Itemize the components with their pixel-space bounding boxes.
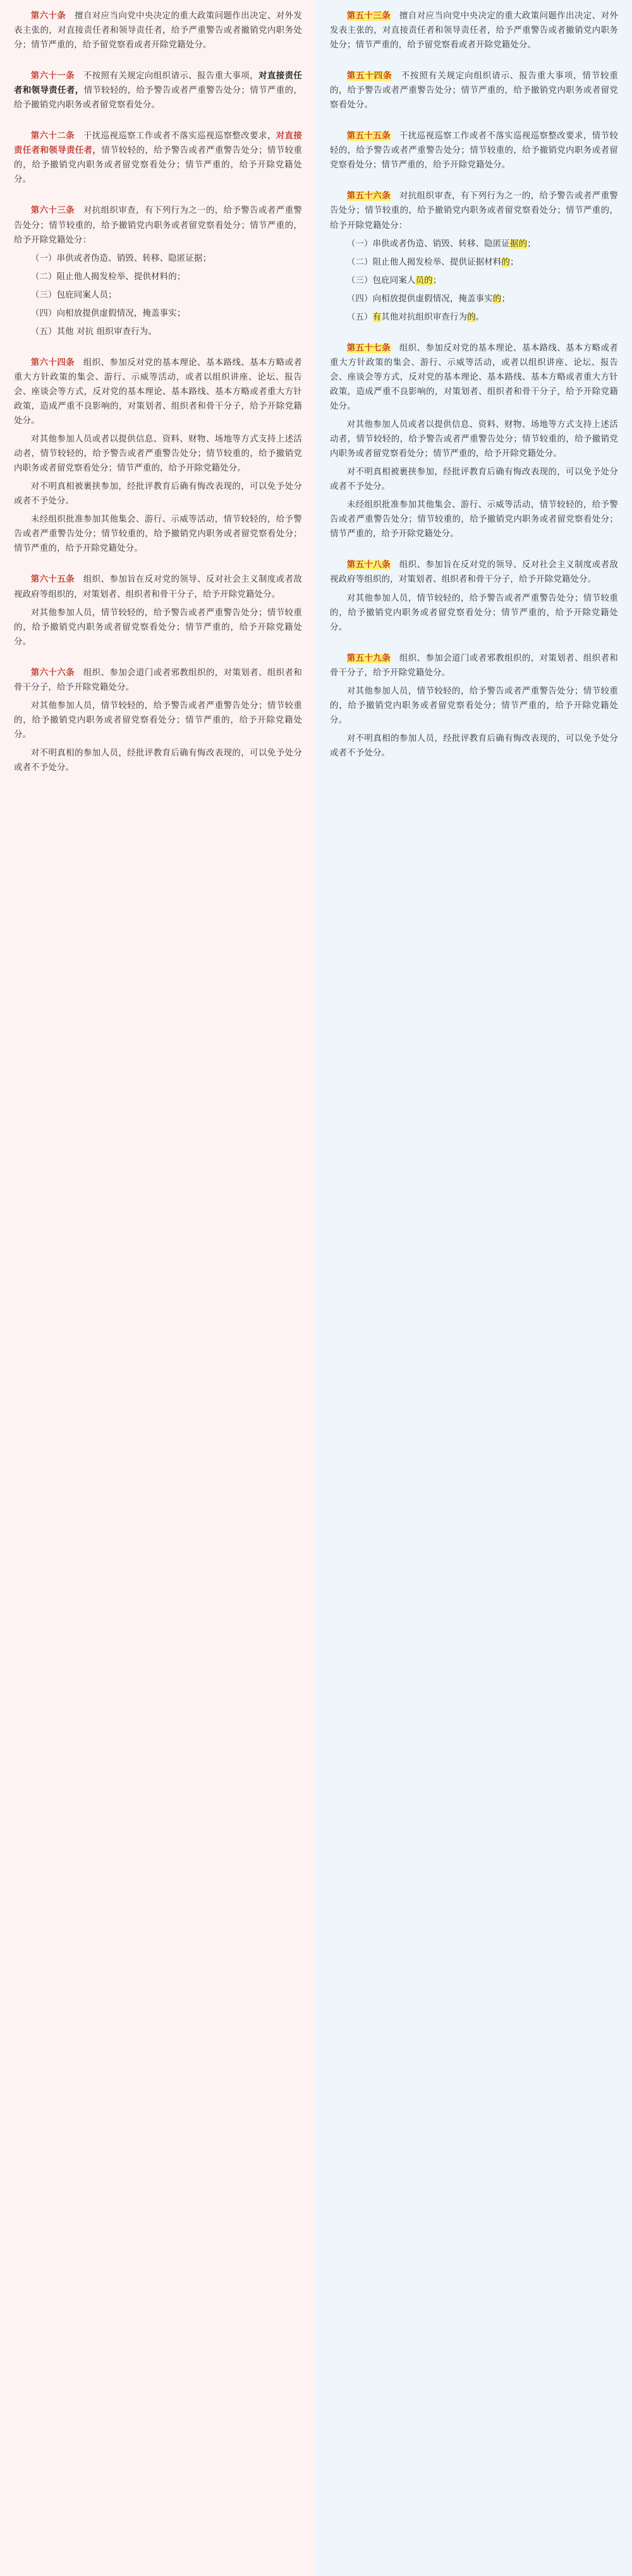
text-run: 对不明真相的参加人员，经批评教育后确有悔改表现的，可以免予处分或者不予处分。 xyxy=(330,733,618,758)
article-paragraph xyxy=(14,512,302,556)
article-lead-paragraph xyxy=(14,203,302,247)
article-paragraph xyxy=(330,255,618,270)
text-run: 对直接责任者和领导责任者， xyxy=(14,71,303,96)
article-paragraph xyxy=(14,746,302,775)
article-revised xyxy=(14,203,302,339)
text-run: 组织、参加会道门或者邪教组织的，对策划者、组织者和骨干分子，给予开除党籍处分。 xyxy=(330,653,619,678)
text-run: （四）向相放提供虚假情况，掩盖事实 xyxy=(346,294,493,304)
article-paragraph xyxy=(330,237,618,251)
text-run: （三）包庇同案人员； xyxy=(30,290,117,300)
article-lead-paragraph xyxy=(14,666,302,695)
text-run: 对其他参加人员，情节较轻的，给予警告或者严重警告处分；情节较重的，给予撤销党内职务或者留党察看处分；情节严重的，给予开除党籍处分。 xyxy=(330,686,618,725)
text-run: ； xyxy=(432,275,442,286)
article-paragraph xyxy=(330,591,618,635)
article-number: 第六十一条 xyxy=(30,71,75,81)
text-run: （四）向相放提供虚假情况，掩盖事实； xyxy=(30,308,186,318)
text-run: 的 xyxy=(492,294,502,304)
text-run: 组织、参加反对党的基本理论、基本路线、基本方略或者重大方针政策的集会、游行、示威等活动，或者以组织讲座、论坛、报告会、座谈会等方式，反对党的基本理论、基本路线、基本方略或者重大方针政策，造成严重不良影响的，对策划者、组织者和骨干分子，给予开除党籍处分。 xyxy=(330,343,619,411)
article-paragraph xyxy=(14,699,302,742)
article-paragraph xyxy=(14,432,302,476)
article-lead-paragraph xyxy=(14,129,302,187)
text-run: 对其他参加人员，情节较轻的，给予警告或者严重警告处分；情节较重的，给予撤销党内职务或者留党察看处分；情节严重的，给予开除党籍处分。 xyxy=(14,701,302,740)
article-lead-paragraph xyxy=(330,129,618,172)
article-paragraph xyxy=(14,606,302,649)
article-original xyxy=(330,189,618,324)
text-run: 有 xyxy=(372,312,382,322)
article-revised xyxy=(14,129,302,187)
text-run: ； xyxy=(501,294,511,304)
article-paragraph xyxy=(14,325,302,339)
article-paragraph xyxy=(14,306,302,321)
text-run: 。 xyxy=(475,312,485,322)
article-lead-paragraph xyxy=(330,341,618,414)
article-paragraph xyxy=(330,684,618,728)
text-run: 组织、参加旨在反对党的领导、反对社会主义制度或者敌视政府等组织的，对策划者、组织者和骨干分子，给予开除党籍处分。 xyxy=(330,560,619,585)
text-run: 不按照有关规定向组织请示、报告重大事项，情节较重的，给予警告或者严重警告处分；情节严重的，给予撤销党内职务或者留党察看处分。 xyxy=(330,71,619,111)
right-column-original xyxy=(316,0,632,2576)
article-revised xyxy=(14,9,302,52)
article-paragraph xyxy=(330,310,618,325)
article-paragraph xyxy=(14,288,302,303)
article-revised xyxy=(14,572,302,649)
text-run: 据的 xyxy=(510,239,528,249)
text-run: 对其他参加人员或者以提供信息、资料、财物、场地等方式支持上述活动者，情节较轻的，给予警告或者严重警告处分；情节较重的，给予撤销党内职务或者留党察看处分；情节严重的，给予开除党籍处分。 xyxy=(330,420,618,459)
article-number: 第五十九条 xyxy=(346,653,391,663)
text-run: 干扰巡视巡察工作或者不落实巡视巡察整改要求，情节较轻的，给予警告或者严重警告处分；情节较重的，给予撤销党内职务或者留党察看处分；情节严重的，给予开除党籍处分。 xyxy=(330,131,619,171)
article-original xyxy=(330,341,618,542)
article-paragraph xyxy=(330,498,618,541)
text-run: （二）阻止他人揭发检举、提供证据材料 xyxy=(346,257,502,267)
text-run: ； xyxy=(527,239,536,249)
text-run: 未经组织批准参加其他集会、游行、示威等活动，情节较轻的，给予警告或者严重警告处分；情节较重的，给予撤销党内职务或者留党察看处分；情节严重的，给予开除党籍处分。 xyxy=(14,515,302,554)
article-number: 第五十五条 xyxy=(346,131,391,141)
text-run: ； xyxy=(510,257,519,267)
text-run: 对抗组织审查，有下列行为之一的，给予警告或者严重警告处分；情节较重的，给予撤销党内职务或者留党察看处分；情节严重的，给予开除党籍处分： xyxy=(330,191,619,231)
article-original xyxy=(330,558,618,634)
text-run: 对其他参加人员或者以提供信息、资料、财物、场地等方式支持上述活动者，情节较轻的，给予警告或者严重警告处分；情节较重的，给予撤销党内职务或者留党察看处分；情节严重的，给予开除党籍处分。 xyxy=(14,435,302,474)
article-lead-paragraph xyxy=(330,9,618,52)
article-lead-paragraph xyxy=(14,572,302,601)
article-revised xyxy=(14,666,302,775)
text-run: 的 xyxy=(501,257,511,267)
text-run: 擅自对应当向党中央决定的重大政策问题作出决定、对外发表主张的，对直接责任者和领导责任者，给予严重警告或者撤销党内职务处分；情节严重的，给予留党察看或者开除党籍处分。 xyxy=(14,11,302,51)
article-revised xyxy=(14,69,302,112)
text-run: （一）串供或者伪造、销毁、转移、隐匿证 xyxy=(346,239,511,249)
article-original xyxy=(330,9,618,52)
article-original xyxy=(330,651,618,761)
text-run: 组织、参加会道门或者邪教组织的，对策划者、组织者和骨干分子，给予开除党籍处分。 xyxy=(14,668,303,692)
article-original xyxy=(330,129,618,172)
text-run: （三）包庇同案人 xyxy=(346,275,416,286)
article-revised xyxy=(14,356,302,557)
article-number: 第五十四条 xyxy=(346,71,392,81)
text-run: （二）阻止他人揭发检举、提供材料的； xyxy=(30,272,186,282)
article-number: 第六十二条 xyxy=(30,131,75,141)
article-paragraph xyxy=(330,465,618,494)
article-lead-paragraph xyxy=(330,558,618,587)
article-number: 第五十七条 xyxy=(346,343,391,353)
text-run: （一）串供或者伪造、销毁、转移、隐匿证据； xyxy=(30,253,212,263)
article-lead-paragraph xyxy=(330,69,618,112)
article-lead-paragraph xyxy=(14,9,302,52)
article-paragraph xyxy=(330,731,618,761)
text-run: 其他对抗组织审查行为 xyxy=(381,312,468,322)
text-run: 组织、参加反对党的基本理论、基本路线、基本方略或者重大方针政策的集会、游行、示威等活动，或者以组织讲座、论坛、报告会、座谈会等方式，反对党的基本理论、基本路线、基本方略或者重大方针政策，造成严重不良影响的，对策划者、组织者和骨干分子，给予开除党籍处分。 xyxy=(14,358,303,426)
text-run: 组织、参加旨在反对党的领导、反对社会主义制度或者敌视政府等组织的，对策划者、组织者和骨干分子，给予开除党籍处分。 xyxy=(14,575,303,599)
text-run: 干扰巡视巡察工作或者不落实巡视巡察整改要求， xyxy=(75,131,276,141)
article-lead-paragraph xyxy=(14,69,302,112)
article-number: 第五十八条 xyxy=(346,560,391,570)
article-number: 第五十六条 xyxy=(346,191,391,202)
text-run: （五）其他 对抗 组织审查行为。 xyxy=(30,327,157,337)
article-number: 第六十条 xyxy=(30,11,66,21)
article-number: 第五十三条 xyxy=(346,11,391,21)
article-original xyxy=(330,69,618,112)
text-run: 对不明真相被裹挟参加，经批评教育后确有悔改表现的，可以免予处分或者不予处分。 xyxy=(14,482,302,507)
article-number: 第六十三条 xyxy=(30,206,75,216)
article-number: 第六十六条 xyxy=(30,668,75,678)
text-run: 对不明真相的参加人员，经批评教育后确有悔改表现的，可以免予处分或者不予处分。 xyxy=(14,748,302,773)
text-run: 未经组织批准参加其他集会、游行、示威等活动，情节较轻的，给予警告或者严重警告处分；情节较重的，给予撤销党内职务或者留党察看处分；情节严重的，给予开除党籍处分。 xyxy=(330,500,618,539)
text-run: （五） xyxy=(346,312,373,322)
text-run: 擅自对应当向党中央决定的重大政策问题作出决定、对外发表主张的，对直接责任者和领导责任者，给予严重警告或者撤销党内职务处分；情节严重的，给予留党察看或者开除党籍处分。 xyxy=(330,11,619,51)
article-paragraph xyxy=(330,418,618,461)
article-paragraph xyxy=(14,479,302,509)
text-run: 对抗组织审查，有下列行为之一的，给予警告或者严重警告处分；情节较重的，给予撤销党内职务或者留党察看处分；情节严重的，给予开除党籍处分： xyxy=(14,206,303,245)
article-number: 第六十五条 xyxy=(30,575,75,585)
article-paragraph xyxy=(14,270,302,284)
article-lead-paragraph xyxy=(330,189,618,232)
text-run: 情节较轻的，给予警告或者严重警告处分；情节严重的，给予撤销党内职务或者留党察看处分。 xyxy=(14,86,302,111)
article-lead-paragraph xyxy=(14,356,302,428)
text-run: 对直接责任者和领导责任者， xyxy=(14,131,302,156)
text-run: 的 xyxy=(467,312,476,322)
article-paragraph xyxy=(330,274,618,288)
text-run: 情节较轻的，给予警告或者严重警告处分；情节较重的，给予撤销党内职务或者留党察看处分；情节严重的，给予开除党籍处分。 xyxy=(14,146,302,185)
text-run: 对不明真相被裹挟参加，经批评教育后确有悔改表现的，可以免予处分或者不予处分。 xyxy=(330,467,618,492)
text-run: 员的 xyxy=(415,275,433,286)
text-run: 对其他参加人员，情节较轻的，给予警告或者严重警告处分；情节较重的，给予撤销党内职务或者留党察看处分；情节严重的，给予开除党籍处分。 xyxy=(14,608,302,647)
article-lead-paragraph xyxy=(330,651,618,680)
text-run: 对其他参加人员，情节较轻的，给予警告或者严重警告处分；情节较重的，给予撤销党内职务或者留党察看处分；情节严重的，给予开除党籍处分。 xyxy=(330,593,618,632)
text-run: 不按照有关规定向组织请示、报告重大事项， xyxy=(75,71,259,81)
article-paragraph xyxy=(14,251,302,266)
article-paragraph xyxy=(330,292,618,306)
article-number: 第六十四条 xyxy=(30,358,75,368)
